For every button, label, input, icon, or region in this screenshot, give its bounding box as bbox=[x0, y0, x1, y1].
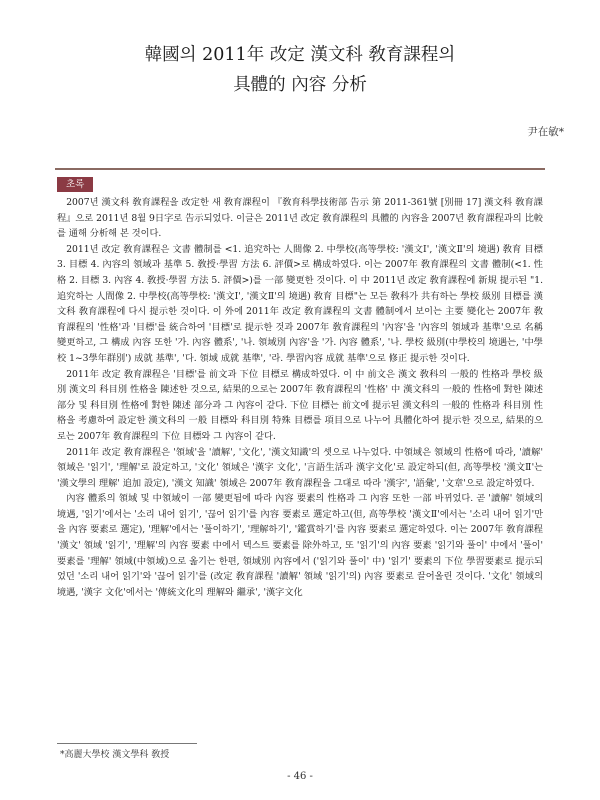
abstract-label: 초록 bbox=[57, 177, 93, 192]
title-line-1: 韓國의 2011年 改定 漢文科 敎育課程의 bbox=[144, 45, 456, 65]
footnote-rule bbox=[57, 743, 197, 744]
page-number: - 46 - bbox=[287, 771, 313, 782]
abstract-paragraph-1: 2007년 漢文科 敎育課程을 改定한 새 敎育課程이 『敎育科學技術部 告示 第 2011-361號 [別冊 17] 漢文科 敎育課程』으로 2011년 8월 9日字로 告示되었다. 이글은 2011년 改定 敎育課程의 具體的 內容을 2007년 敎育課程과의 比較를 通해 分析해 본 것이다. bbox=[57, 197, 543, 240]
abstract-paragraph-2: 2011년 改定 敎育課程은 文書 體制를 <1. 追究하는 人間像 2. 中學校(高等學校: '漢文Ⅰ', '漢文Ⅱ'의 境遇) 敎育 目標 3. 目標 4. 內容의 領域과 基準 5. 敎授·學習 方法 6. 評價>로 構成하였다. 이는 2007年 敎育課程의 文書 體制(<1. 性格 2. 目標 3. 內容 4. 敎授·學習 方法 5. 評價>)를 一部 變更한 것이다. 이 中 2011년 改定 敎育課程에 新規 提示된 "1. 追究하는 人間像 2. 中學校(高等學校: '漢文Ⅰ', '漢文Ⅱ'의 境遇) 敎育 目標"는 모든 敎科가 共有하는 學校 級別 目標를 漢文科 敎育課程에 다시 提示한 것이다. 이 外에 2011年 改定 敎育課程의 文書 體制에서 보이는 主要 變化는 2007年 敎育課程의 '性格'과 '目標'를 統合하여 '目標'로 提示한 것과 2007年 敎育課程의 '內容'을 '內容의 領域과 基準'으로 名稱 變更하고, 그 構成 內容 또한 '가. 內容 體系', '나. 領域別 內容'을 '가. 內容 體系', '나. 學校 級別(中學校의 境遇는, '中學校 1~3學年群別') 成就 基準', '다. 領域 成就 基準', '라. 學習內容 成就 基準'으로 修正 提示한 것이다. bbox=[57, 243, 543, 364]
author-name: 尹在敏* bbox=[527, 126, 564, 138]
paper-title bbox=[0, 40, 600, 100]
abstract-body bbox=[57, 195, 543, 600]
title-line-2: 具體的 內容 分析 bbox=[233, 75, 367, 95]
abstract-paragraph-5: 內容 體系의 領域 및 中領域이 一部 變更됨에 따라 內容 要素의 性格과 그 內容 또한 一部 바뀌었다. 곧 '讀解' 領域의 境遇, '읽기'에서는 '소리 내어 읽기', '끊어 읽기'를 內容 要素로 選定하고(但, 高等學校 '漢文Ⅱ'에서는 '소리 내어 읽기'만을 內容 要素로 選定), '理解'에서는 '풀이하기', '理解하기', '鑑賞하기'를 內容 要素로 選定하였다. 이는 2007年 敎育課程 '漢文' 領域 '읽기', '理解'의 內容 要素 中에서 텍스트 要素를 除外하고, 또 '읽기'의 內容 要素 '읽기와 풀이' 中에서 '풀이' 要素를 '理解' 領域(中領域)으로 옮기는 한편, 領域別 內容에서 ('읽기와 풀이' 中) '읽기' 要素의 下位 學習要素로 提示되었던 '소리 내어 읽기'와 '끊어 읽기'를 (改定 敎育課程 '讀解' 領域 '읽기'의) 內容 要素로 끌어올린 것이다. '文化' 領域의 境遇, '漢字 文化'에서는 '傳統文化의 理解와 繼承', '漢字文化 bbox=[57, 493, 543, 598]
author-affiliation-footnote: *高麗大學校 漢文學科 敎授 bbox=[60, 750, 170, 760]
abstract-top-rule bbox=[55, 168, 545, 170]
abstract-paragraph-4: 2011年 改定 敎育課程은 '領域'을 '讀解', '文化', '漢文知識'의 셋으로 나누었다. 中領域은 領域의 性格에 따라, '讀解' 領域은 '읽기', '理解'로 設定하고, '文化' 領域은 '漢字 文化', '言語生活과 漢字文化'로 設定하되(但, 高等學校 '漢文Ⅱ'는 '漢文學의 理解' 追加 設定), '漢文 知識' 領域은 2007年 敎育課程을 그대로 따라 '漢字', '語彙', '文章'으로 設定하였다. bbox=[57, 446, 543, 489]
abstract-paragraph-3: 2011年 改定 敎育課程은 '目標'를 前文과 下位 目標로 構成하였다. 이 中 前文은 漢文 敎科의 一般的 性格과 學校 級別 漢文의 科目別 性格을 陳述한 것으로, 結果的으로는 2007年 敎育課程의 '性格' 中 漢文科의 一般的 性格에 對한 陳述 部分 및 科目別 性格에 對한 陳述 部分과 그 內容이 같다. 下位 目標는 前文에 提示된 漢文科의 一般的 性格과 科目別 性格을 考慮하여 設定한 漢文科의 一般 目標와 科目別 特殊 目標를 項目으로 나누어 具體化하여 提示한 것으로, 結果的으로는 2007年 敎育課程의 下位 目標와 그 內容이 같다. bbox=[57, 368, 543, 442]
